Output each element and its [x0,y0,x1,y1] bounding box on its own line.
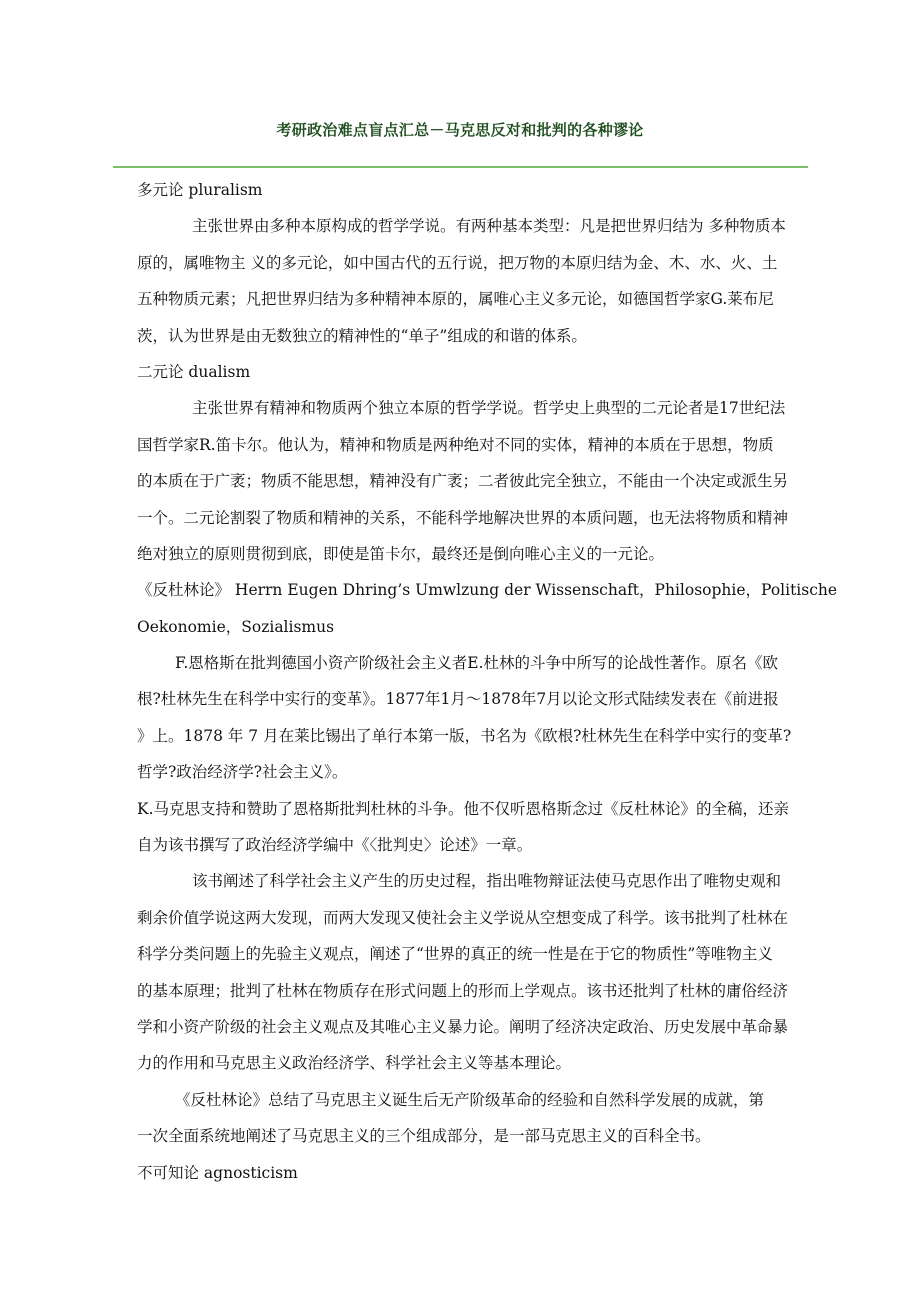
section-heading: 多元论 pluralism [137,181,263,199]
text-line: 原的，属唯物主 义的多元论，如中国古代的五行说，把万物的本原归结为金、木、水、火、土 [137,253,778,272]
text-line: 学和小资产阶级的社会主义观点及其唯心主义暴力论。阐明了经济决定政治、历史发展中革命暴 [137,1017,789,1036]
title-divider [113,166,808,168]
text-line: 国哲学家R.笛卡尔。他认为，精神和物质是两种绝对不同的实体，精神的本质在于思想，物质 [137,435,774,454]
text-line: 剩余价值学说这两大发现，而两大发现又使社会主义学说从空想变成了科学。该书批判了杜林在 [137,908,789,927]
text-line: 主张世界由多种本原构成的哲学学说。有两种基本类型：凡是把世界归结为 多种物质本 [192,217,786,236]
text-line: 科学分类问题上的先验主义观点，阐述了“世界的真正的统一性是在于它的物质性”等唯物主义 [137,945,773,964]
text-line: 《反杜林论》总结了马克思主义诞生后无产阶级革命的经验和自然科学发展的成就，第 [175,1090,765,1109]
text-line: Oekonomie，Sozialismus [137,617,335,636]
text-line: 该书阐述了科学社会主义产生的历史过程，指出唯物辩证法使马克思作出了唯物史观和 [192,872,782,891]
section-heading: 《反杜林论》 Herrn Eugen Dhring’s Umwlzung der Wissenschaft，Philosophie，Politische [137,581,838,600]
document-body [137,172,838,1191]
text-line: K.马克思支持和赞助了恩格斯批判杜林的斗争。他不仅听恩格斯念过《反杜林论》的全稿，还亲 [137,799,790,818]
section-heading: 不可知论 agnosticism [137,1163,298,1182]
text-line: 自为该书撰写了政治经济学编中《〈批判史〉论述》一章。 [137,836,533,855]
text-line: 一个。二元论割裂了物质和精神的关系，不能科学地解决世界的本质问题，也无法将物质和精神 [137,508,789,527]
text-line: 的基本原理；批判了杜林在物质存在形式问题上的形而上学观点。该书还批判了杜林的庸俗经济 [137,981,789,1000]
text-line: 五种物质元素；凡把世界归结为多种精神本原的，属唯心主义多元论，如德国哲学家G.莱布尼 [137,290,774,309]
section-heading: 二元论 dualism [137,362,251,381]
text-line: 根?杜林先生在科学中实行的变革》。1877年1月～1878年7月以论文形式陆续发表在《前进报 [137,690,779,709]
document-title: 考研政治难点盲点汇总－马克思反对和批判的各种谬论 [276,121,644,139]
text-line: 绝对独立的原则贯彻到底，即使是笛卡尔，最终还是倒向唯心主义的一元论。 [137,544,665,563]
text-line: 主张世界有精神和物质两个独立本原的哲学学说。哲学史上典型的二元论者是17世纪法 [192,399,786,418]
text-line: 的本质在于广袤；物质不能思想，精神没有广袤；二者彼此完全独立，不能由一个决定或派生另 [137,472,789,491]
text-line: 茨，认为世界是由无数独立的精神性的“单子”组成的和谐的体系。 [137,326,587,345]
text-line: F.恩格斯在批判德国小资产阶级社会主义者E.杜林的斗争中所写的论战性著作。原名《欧 [175,654,779,673]
text-line: 哲学?政治经济学?社会主义》。 [137,763,348,782]
text-line: 力的作用和马克思主义政治经济学、科学社会主义等基本理论。 [137,1054,572,1073]
text-line: 》上。1878 年 7 月在莱比锡出了单行本第一版，书名为《欧根?杜林先生在科学中实行的变革? [137,726,792,745]
text-line: 一次全面系统地阐述了马克思主义的三个组成部分，是一部马克思主义的百科全书。 [137,1127,711,1146]
